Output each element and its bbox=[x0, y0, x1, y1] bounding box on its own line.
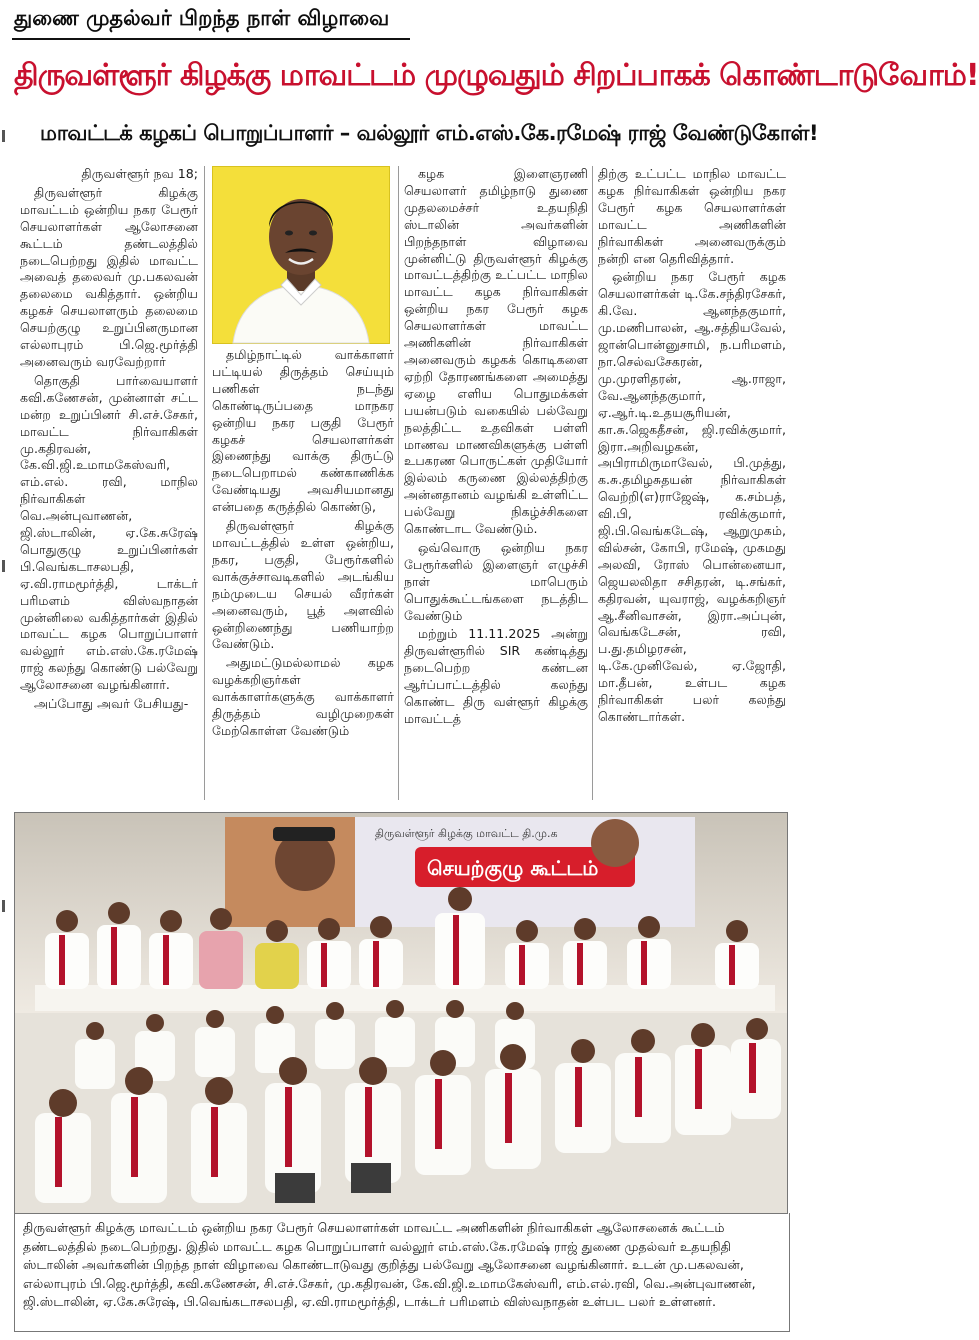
banner-line-2: செயற்குழு கூட்டம் bbox=[427, 856, 599, 880]
dateline: திருவள்ளூர் நவ 18; bbox=[81, 166, 198, 181]
article-column-3 bbox=[404, 166, 588, 730]
banner-line-1: திருவள்ளூர் கிழக்கு மாவட்ட தி.மு.க bbox=[375, 827, 558, 840]
paragraph: திற்கு உட்பட்ட மாநில மாவட்ட கழக நிர்வாகிகள் ஒன்றிய நகர பேரூர் கழக செயலாளர்கள் மாவட்ட அணிகளின் நிர்வாகிகள் அனைவருக்கும் நன்றி என தெரிவித்தார். bbox=[598, 166, 786, 266]
paragraph: கழக இளைஞரணி செயலாளர் தமிழ்நாடு துணை முதலமைச்சர் உதயநிதி ஸ்டாலின் அவர்களின் பிறந்தநாள் விழாவை முன்னிட்டு திருவள்ளூர் கிழக்கு மாவட்டத்திற்கு உட்பட்ட மாநில மாவட்ட கழக நிர்வாகிகள் ஒன்றிய நகர பேரூர் கழக செயலாளர்கள் மாவட்ட அணிகளின் நிர்வாகிகள் அனைவரும் கழகக் கொடிகளை ஏற்றி தோரணங்களை அமைத்து ஏழை எளிய பொதுமக்கள் பயன்படும் வகையில் பல்வேறு நலத்திட்ட உதவிகள் பள்ளி மாணவ மாணவிகளுக்கு பள்ளி உபகரண பொருட்கள் முதியோர் இல்லம் கருணை இல்லத்திற்கு அன்னதானம் வழங்கி உள்ளிட்ட பல்வேறு நிகழ்ச்சிகளை கொண்டாட வேண்டும். bbox=[404, 166, 588, 537]
paragraph: அப்போது அவர் பேசியது- bbox=[34, 696, 189, 712]
column-divider bbox=[592, 166, 593, 800]
kicker-headline: துணை முதல்வர் பிறந்த நாள் விழாவை bbox=[14, 6, 390, 30]
paragraph: மற்றும் 11.11.2025 அன்று திருவள்ளூரில் SIR கண்டித்து நடைபெற்ற கண்டன ஆர்ப்பாட்டத்தில் கலந்து கொண்ட திரு வள்ளூர் கிழக்கு மாவட்டத் bbox=[404, 626, 588, 726]
paragraph: தொகுதி பார்வையாளர் கவி.கணேசன், முன்னாள் சட்ட மன்ற உறுப்பினர் சி.எச்.சேகர், மாவட்ட நிர்வாகிகள் மு.கதிரவன், கே.வி.ஜி.உமாமகேஸ்வரி, எம்.எல். ரவி, மாநில நிர்வாகிகள் வெ.அன்புவாணன், ஜி.ஸ்டாலின், ஏ.கே.சுரேஷ் பொதுகுழு உறுப்பினர்கள் பி.வெங்கடாசலபதி, ஏ.வி.ராமமூர்த்தி, டாக்டர் பரிமளம் விஸ்வநாதன் முன்னிலை வகித்தார்கள் இதில் மாவட்ட கழக பொறுப்பாளர் வல்லூர் எம்.எஸ்.கே.ரமேஷ் ராஜ் கலந்து கொண்டு பல்வேறு ஆலோசனை வழங்கினார். bbox=[20, 372, 198, 693]
paragraph: ஒன்றிய நகர பேரூர் கழக செயலாளர்கள் டி.கே.சந்திரசேகர், கி.வே. ஆனந்தகுமார், மு.மணிபாலன், ஆ.சத்தியவேல், ஜான்பொன்னுசாமி, ந.பரிமளம், நா.செல்வசேகரன், மு.முரளிதரன், ஆ.ராஜா, வே.ஆனந்தகுமார், ஏ.ஆர்.டி.உதயசூரியன், கா.சு.ஜெகதீசன், ஜி.ரவிக்குமார், இரா.அறிவழகன், அபிராமிருமாவேல், பி.முத்து, க.சு.தமிழசுதயன் நிர்வாகிகள் வெற்றி(எ)ராஜேஷ், க.சம்பத், வி.பி, ரவிக்குமார், ஜி.பி.வெங்கடேஷ், ஆறுமுகம், வில்சன், கோபி, ரமேஷ், முகமது அலவி, ரோஸ் பொன்னையா, ஜெயலலிதா சசிதரன், டி.சங்கர், கதிரவன், யுவராஜ், வழக்கறிஞர் ஆ.சீனிவாசன், இரா.அப்புன், வெங்கடேசன், ரவி, ப.து.தமிழரசன், டி.கே.முனிவேல், ஏ.ஜோதி, மா.தீபன், உள்பட கழக நிர்வாகிகள் பலர் கலந்து கொண்டார்கள். bbox=[598, 269, 786, 724]
column-divider bbox=[204, 166, 205, 800]
article-column-4 bbox=[598, 166, 786, 728]
portrait-illustration bbox=[213, 167, 389, 343]
meeting-photo bbox=[14, 812, 788, 1214]
photo-caption: திருவள்ளூர் கிழக்கு மாவட்டம் ஒன்றிய நகர பேரூர் செயலாளர்கள் மாவட்ட அணிகளின் நிர்வாகிகள் ஆலோசனைக் கூட்டம் தண்டலத்தில் நடைபெற்றது. இதில் மாவட்ட கழக பொறுப்பாளர் வல்லூர் எம்.எஸ்.கே.ரமேஷ் ராஜ் துணை முதல்வர் உதயநிதி ஸ்டாலின் அவர்களின் பிறந்த நாள் விழாவை கொண்டாடுவது குறித்து பல்வேறு ஆலோசனை வழங்கினார். உடன் மு.பகலவன், எல்லாபுரம் பி.ஜெ.மூர்த்தி, கவி.கணேசன், சி.எச்.சேகர், மு.கதிரவன், கே.வி.ஜி.உமாமகேஸ்வரி, எம்.எல்.ரவி, வெ.அன்புவாணன், ஜி.ஸ்டாலின், ஏ.கே.சுரேஷ், பி.வெங்கடாசலபதி, ஏ.வி.ராமமூர்த்தி, டாக்டர் பரிமளம் விஸ்வநாதன் உள்பட பலர் உள்ளனர். bbox=[14, 1213, 790, 1332]
main-headline: திருவள்ளூர் கிழக்கு மாவட்டம் முழுவதும் சிறப்பாகக் கொண்டாடுவோம்! bbox=[14, 58, 979, 93]
meeting-photo-illustration bbox=[15, 813, 787, 1213]
paragraph: தமிழ்நாட்டில் வாக்காளர் பட்டியல் திருத்தம் செய்யும் பணிகள் நடந்து கொண்டிருப்பதை மாநகர ஒன்றிய நகர பகுதி பேரூர் கழகச் செயலாளர்கள் இணைந்து வாக்கு திருட்டு நடைபெறாமல் கண்காணிக்க வேண்டியது அவசியமானது என்பதை கருத்தில் கொண்டு, bbox=[212, 347, 394, 515]
column-divider bbox=[398, 166, 399, 800]
paragraph: திருவள்ளூர் கிழக்கு மாவட்டத்தில் உள்ள ஒன்றிய, நகர, பகுதி, பேரூர்களில் வாக்குச்சாவடிகளில் அடங்கிய நம்முடைய செயல் வீரர்கள் அனைவரும், பூத் அளவில் ஒன்றிணைந்து பணியாற்ற வேண்டும். bbox=[212, 518, 394, 652]
kicker-underline bbox=[12, 38, 410, 40]
paragraph: திருவள்ளூர் கிழக்கு மாவட்டம் ஒன்றிய நகர பேரூர் செயலாளர்கள் ஆலோசனை கூட்டம் தண்டலத்தில் நடைபெற்றது இதில் மாவட்ட அவைத் தலைவர் மு.பகலவன் தலைமை வகித்தார். ஒன்றிய கழகச் செயலாளரும் தலைமை செயற்குழு உறுப்பினருமான எல்லாபுரம் பி.ஜெ.மூர்த்தி அனைவரும் வரவேற்றார் bbox=[20, 184, 198, 369]
subheadline: மாவட்டக் கழகப் பொறுப்பாளர் – வல்லூர் எம்.எஸ்.கே.ரமேஷ் ராஜ் வேண்டுகோள்! bbox=[40, 121, 819, 145]
margin-cut-mark bbox=[2, 130, 5, 142]
article-column-2 bbox=[212, 347, 394, 742]
portrait-photo bbox=[212, 166, 390, 344]
margin-cut-mark bbox=[2, 560, 5, 572]
article-column-1 bbox=[20, 166, 198, 715]
margin-cut-mark bbox=[2, 900, 5, 912]
paragraph: அதுமட்டுமல்லாமல் கழக வழக்கறிஞர்கள் வாக்காளர்களுக்கு வாக்காளர் திருத்தம் வழிமுறைகள் மேற்கொள்ள வேண்டும் bbox=[212, 655, 394, 738]
paragraph: ஒவ்வொரு ஒன்றிய நகர பேரூர்களில் இளைஞர் எழுச்சி நாள் மாபெரும் பொதுக்கூட்டங்களை நடத்திட வேண்டும் bbox=[404, 539, 588, 623]
